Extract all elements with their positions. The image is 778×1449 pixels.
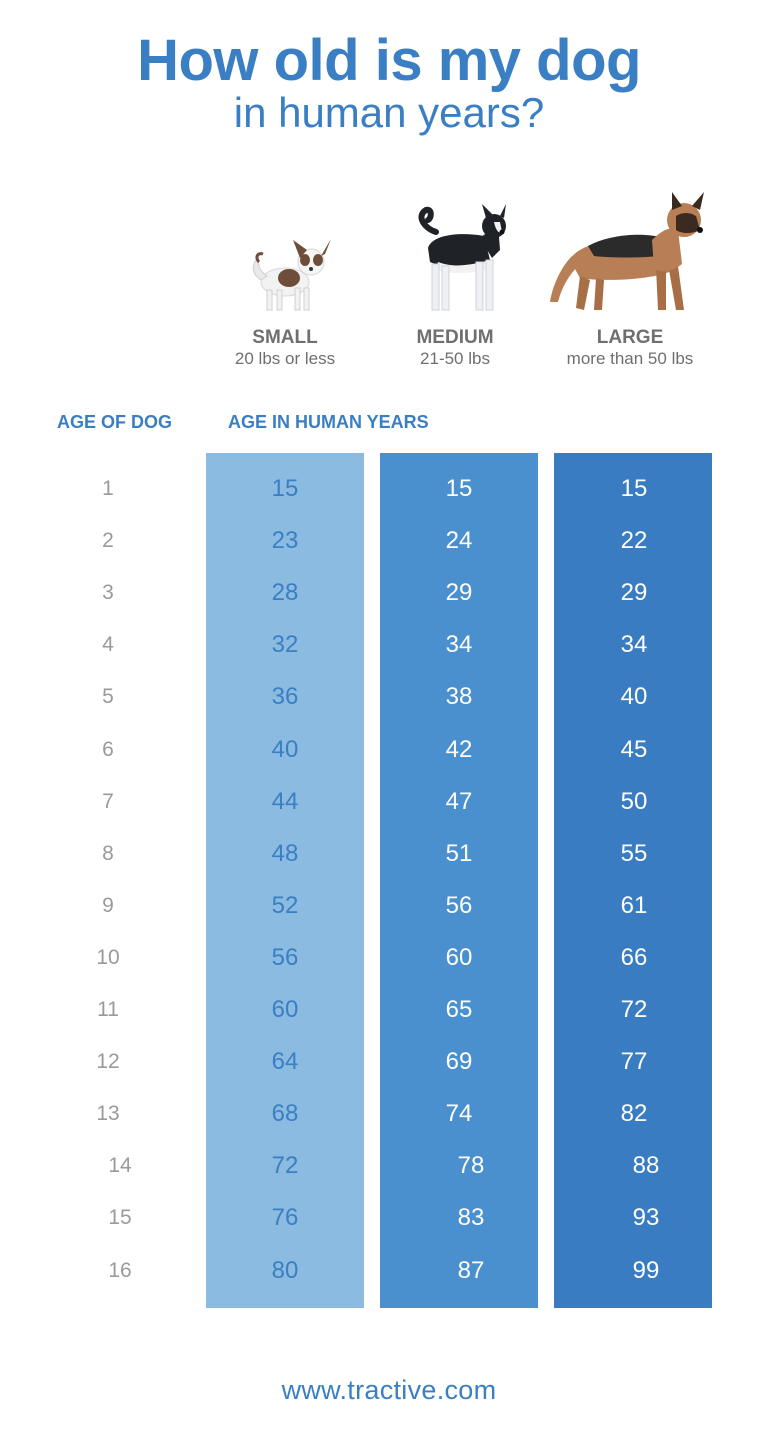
human-years-cell-medium: 87 <box>457 1257 485 1284</box>
human-years-cell-medium: 56 <box>445 892 473 919</box>
human-years-cell-small: 44 <box>271 788 299 815</box>
human-years-cell-large: 77 <box>620 1048 648 1075</box>
page-title: How old is my dog <box>137 28 641 93</box>
size-name-large: LARGE <box>596 327 664 348</box>
human-years-cell-large: 34 <box>620 631 648 658</box>
human-years-cell-medium: 83 <box>457 1204 485 1231</box>
size-name-small: SMALL <box>252 327 318 348</box>
human-years-cell-small: 32 <box>271 631 299 658</box>
human-years-cell-large: 93 <box>632 1204 660 1231</box>
human-years-cell-large: 66 <box>620 944 648 971</box>
human-years-cell-medium: 38 <box>445 683 473 710</box>
age-of-dog-cell: 9 <box>102 894 114 917</box>
age-of-dog-cell: 14 <box>108 1154 132 1177</box>
human-years-cell-large: 88 <box>632 1152 660 1179</box>
human-years-cell-medium: 34 <box>445 631 473 658</box>
age-of-dog-cell: 10 <box>96 946 120 969</box>
human-years-cell-small: 80 <box>271 1257 299 1284</box>
human-years-cell-large: 50 <box>620 788 648 815</box>
human-years-cell-large: 61 <box>620 892 648 919</box>
age-of-dog-cell: 15 <box>108 1206 132 1229</box>
human-years-cell-small: 28 <box>271 579 299 606</box>
human-years-cell-large: 15 <box>620 475 648 502</box>
human-years-cell-medium: 74 <box>445 1100 473 1127</box>
human-years-cell-small: 36 <box>271 683 299 710</box>
size-range-medium: 21-50 lbs <box>420 349 490 368</box>
human-years-cell-small: 60 <box>271 996 299 1023</box>
human-years-cell-medium: 69 <box>445 1048 473 1075</box>
human-years-cell-small: 56 <box>271 944 299 971</box>
human-years-cell-small: 40 <box>271 736 299 763</box>
large-dog-german-shepherd-icon <box>544 190 710 318</box>
age-of-dog-cell: 7 <box>102 790 114 813</box>
age-of-dog-cell: 1 <box>102 477 114 500</box>
column-header-age-of-dog: AGE OF DOG <box>57 412 173 432</box>
human-years-cell-small: 68 <box>271 1100 299 1127</box>
age-of-dog-cell: 8 <box>102 842 114 865</box>
human-years-cell-medium: 51 <box>445 840 473 867</box>
column-header-age-in-human-years: AGE IN HUMAN YEARS <box>228 412 429 432</box>
website-footer: www.tractive.com <box>281 1375 497 1405</box>
human-years-cell-medium: 29 <box>445 579 473 606</box>
human-years-cell-medium: 42 <box>445 736 473 763</box>
age-of-dog-cell: 4 <box>102 633 114 656</box>
human-years-cell-large: 55 <box>620 840 648 867</box>
human-years-cell-large: 29 <box>620 579 648 606</box>
human-years-cell-small: 48 <box>271 840 299 867</box>
human-years-cell-large: 99 <box>632 1257 660 1284</box>
medium-dog-basenji-icon <box>402 200 514 320</box>
human-years-cell-medium: 65 <box>445 996 473 1023</box>
small-dog-papillon-icon <box>245 236 337 316</box>
age-of-dog-cell: 12 <box>96 1050 120 1073</box>
human-years-cell-large: 82 <box>620 1100 648 1127</box>
human-years-cell-medium: 24 <box>445 527 473 554</box>
human-years-cell-small: 76 <box>271 1204 299 1231</box>
page-subtitle: in human years? <box>233 89 545 136</box>
size-label-medium <box>365 327 545 369</box>
human-years-cell-large: 45 <box>620 736 648 763</box>
size-range-small: 20 lbs or less <box>234 349 336 368</box>
age-of-dog-cell: 3 <box>102 581 114 604</box>
human-years-cell-small: 64 <box>271 1048 299 1075</box>
human-years-cell-small: 15 <box>271 475 299 502</box>
size-name-medium: MEDIUM <box>416 327 494 348</box>
size-range-large: more than 50 lbs <box>566 349 694 368</box>
human-years-cell-medium: 15 <box>445 475 473 502</box>
human-years-cell-medium: 60 <box>445 944 473 971</box>
age-of-dog-cell: 16 <box>108 1259 132 1282</box>
human-years-cell-medium: 78 <box>457 1152 485 1179</box>
human-years-cell-large: 22 <box>620 527 648 554</box>
human-years-cell-large: 72 <box>620 996 648 1023</box>
age-of-dog-cell: 6 <box>102 738 114 761</box>
size-label-small <box>195 327 375 369</box>
size-label-large <box>540 327 720 369</box>
human-years-cell-large: 40 <box>620 683 648 710</box>
age-of-dog-cell: 2 <box>102 529 114 552</box>
age-of-dog-cell: 13 <box>96 1102 120 1125</box>
age-of-dog-cell: 11 <box>97 998 119 1021</box>
age-of-dog-cell: 5 <box>102 685 114 708</box>
human-years-cell-small: 23 <box>271 527 299 554</box>
human-years-cell-medium: 47 <box>445 788 473 815</box>
human-years-cell-small: 72 <box>271 1152 299 1179</box>
human-years-cell-small: 52 <box>271 892 299 919</box>
